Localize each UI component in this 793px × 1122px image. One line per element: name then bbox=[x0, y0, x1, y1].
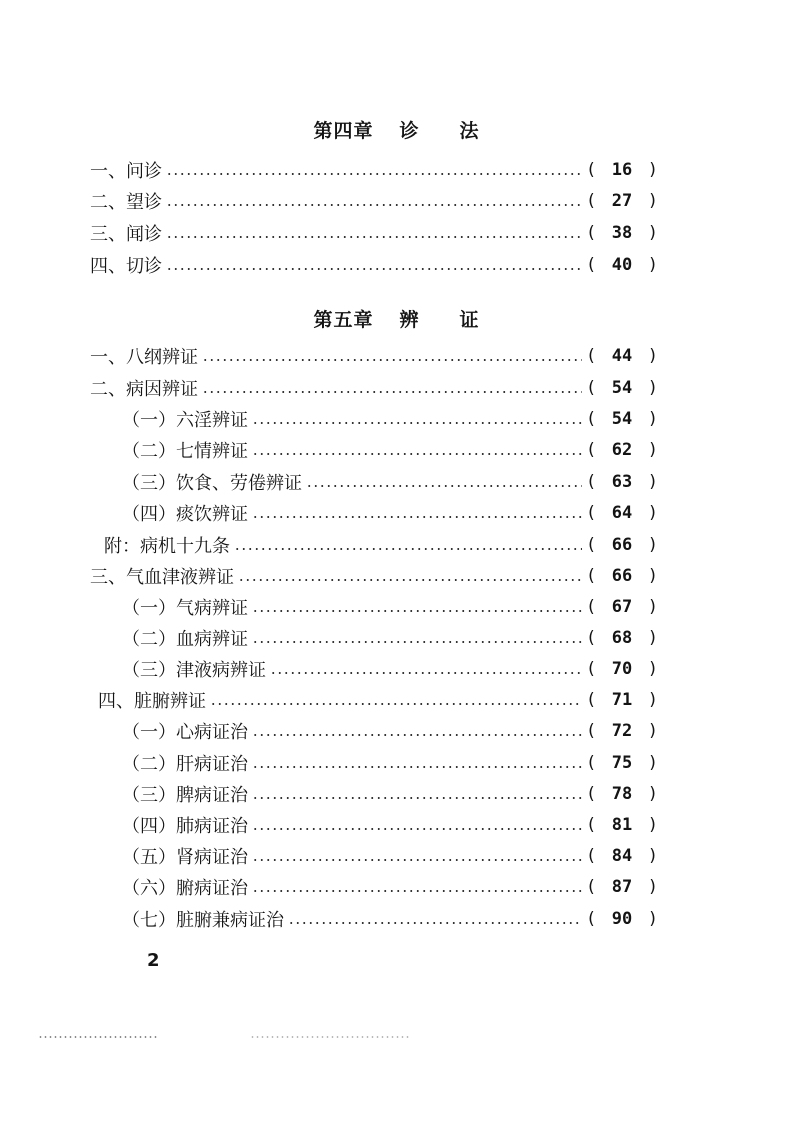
page-ref: ( 16 ) bbox=[586, 160, 658, 180]
toc-entry[interactable] bbox=[122, 623, 658, 653]
page-number: 54 bbox=[611, 409, 633, 429]
chapter-4-title-a: 诊 bbox=[399, 120, 420, 142]
dot-leader bbox=[166, 268, 582, 270]
page-number: 67 bbox=[611, 597, 633, 617]
dot-leader bbox=[234, 548, 582, 550]
dot-leader bbox=[238, 579, 582, 581]
dot-leader bbox=[306, 485, 582, 487]
page-number: 72 bbox=[611, 721, 633, 741]
page-number: 68 bbox=[611, 628, 633, 648]
chapter-4-label: 第四章 bbox=[313, 120, 374, 142]
page-ref: ( 84 ) bbox=[586, 846, 658, 866]
toc-entry[interactable] bbox=[90, 250, 658, 280]
toc-entry[interactable] bbox=[98, 685, 658, 715]
page-number: 81 bbox=[611, 815, 633, 835]
toc-entry-title: 附：病机十九条 bbox=[104, 536, 230, 557]
toc-entry[interactable] bbox=[122, 498, 658, 528]
toc-entry-title: 三、闻诊 bbox=[90, 224, 162, 245]
dot-leader bbox=[252, 453, 582, 455]
toc-entry-title: （七）脏腑兼病证治 bbox=[122, 910, 284, 931]
dot-leader bbox=[288, 922, 582, 924]
toc-entry[interactable] bbox=[122, 592, 658, 622]
page-number-footer: 2 bbox=[147, 950, 160, 971]
toc-entry-title: （一）心病证治 bbox=[122, 722, 248, 743]
toc-entry-title: （二）肝病证治 bbox=[122, 754, 248, 775]
page-ref: ( 81 ) bbox=[586, 815, 658, 835]
toc-entry[interactable] bbox=[122, 841, 658, 871]
toc-entry[interactable] bbox=[90, 155, 658, 185]
toc-entry-title: （二）血病辨证 bbox=[122, 629, 248, 650]
chapter-4-heading bbox=[0, 116, 793, 143]
dot-leader bbox=[252, 516, 582, 518]
page-number: 54 bbox=[611, 378, 633, 398]
toc-entry-title: （四）肺病证治 bbox=[122, 816, 248, 837]
page-ref: ( 72 ) bbox=[586, 721, 658, 741]
toc-entry-title: 四、切诊 bbox=[90, 256, 162, 277]
page-ref: ( 68 ) bbox=[586, 628, 658, 648]
toc-entry[interactable] bbox=[122, 435, 658, 465]
page-number: 66 bbox=[611, 566, 633, 586]
scan-artifact bbox=[250, 1036, 410, 1038]
toc-entry-title: （四）痰饮辨证 bbox=[122, 504, 248, 525]
toc-entry-title: （二）七情辨证 bbox=[122, 441, 248, 462]
page-ref: ( 87 ) bbox=[586, 877, 658, 897]
page-number: 38 bbox=[611, 223, 633, 243]
toc-entry[interactable] bbox=[90, 373, 658, 403]
dot-leader bbox=[252, 422, 582, 424]
page-number: 64 bbox=[611, 503, 633, 523]
page-number: 78 bbox=[611, 784, 633, 804]
toc-entry[interactable] bbox=[122, 872, 658, 902]
page-ref: ( 71 ) bbox=[586, 690, 658, 710]
toc-entry[interactable] bbox=[90, 341, 658, 371]
page-number: 63 bbox=[611, 472, 633, 492]
toc-entry-title: （一）气病辨证 bbox=[122, 598, 248, 619]
toc-entry-title: （一）六淫辨证 bbox=[122, 410, 248, 431]
page-ref: ( 78 ) bbox=[586, 784, 658, 804]
toc-entry[interactable] bbox=[122, 654, 658, 684]
page-ref: ( 44 ) bbox=[586, 346, 658, 366]
toc-entry[interactable] bbox=[90, 186, 658, 216]
page-number: 16 bbox=[611, 160, 633, 180]
toc-entry[interactable] bbox=[122, 748, 658, 778]
toc-entry[interactable] bbox=[122, 810, 658, 840]
toc-entry[interactable] bbox=[122, 904, 658, 934]
page-number: 71 bbox=[611, 690, 633, 710]
dot-leader bbox=[252, 890, 582, 892]
dot-leader bbox=[166, 173, 582, 175]
page-ref: ( 54 ) bbox=[586, 378, 658, 398]
page-ref: ( 67 ) bbox=[586, 597, 658, 617]
toc-entry[interactable] bbox=[90, 561, 658, 591]
page-ref: ( 63 ) bbox=[586, 472, 658, 492]
toc-entry[interactable] bbox=[122, 779, 658, 809]
page-number: 40 bbox=[611, 255, 633, 275]
dot-leader bbox=[252, 828, 582, 830]
page-number: 75 bbox=[611, 753, 633, 773]
page-ref: ( 90 ) bbox=[586, 909, 658, 929]
page-ref: ( 38 ) bbox=[586, 223, 658, 243]
dot-leader bbox=[252, 734, 582, 736]
toc-entry-title: （三）脾病证治 bbox=[122, 785, 248, 806]
dot-leader bbox=[166, 204, 582, 206]
page-ref: ( 64 ) bbox=[586, 503, 658, 523]
toc-entry-title: 二、望诊 bbox=[90, 192, 162, 213]
dot-leader bbox=[252, 859, 582, 861]
page-number: 66 bbox=[611, 535, 633, 555]
scan-artifact bbox=[38, 1036, 158, 1038]
chapter-4-title-b: 法 bbox=[459, 120, 480, 142]
page-number: 70 bbox=[611, 659, 633, 679]
page-ref: ( 54 ) bbox=[586, 409, 658, 429]
chapter-5-heading bbox=[0, 305, 793, 332]
page-number: 27 bbox=[611, 191, 633, 211]
page-number: 87 bbox=[611, 877, 633, 897]
toc-entry-title: 二、病因辨证 bbox=[90, 379, 198, 400]
toc-entry[interactable] bbox=[122, 716, 658, 746]
dot-leader bbox=[252, 610, 582, 612]
page-ref: ( 27 ) bbox=[586, 191, 658, 211]
toc-entry-title: （五）肾病证治 bbox=[122, 847, 248, 868]
dot-leader bbox=[202, 391, 582, 393]
page-ref: ( 66 ) bbox=[586, 535, 658, 555]
page-number: 84 bbox=[611, 846, 633, 866]
chapter-5-title-a: 辨 bbox=[399, 309, 420, 331]
page-number: 62 bbox=[611, 440, 633, 460]
page-number: 44 bbox=[611, 346, 633, 366]
toc-entry-title: 四、脏腑辨证 bbox=[98, 691, 206, 712]
toc-entry-title: 一、问诊 bbox=[90, 161, 162, 182]
toc-entry-title: 一、八纲辨证 bbox=[90, 347, 198, 368]
page-ref: ( 70 ) bbox=[586, 659, 658, 679]
page-ref: ( 62 ) bbox=[586, 440, 658, 460]
toc-entry-title: （三）津液病辨证 bbox=[122, 660, 266, 681]
toc-entry-title: 三、气血津液辨证 bbox=[90, 567, 234, 588]
dot-leader bbox=[252, 797, 582, 799]
toc-entry[interactable] bbox=[122, 467, 658, 497]
dot-leader bbox=[252, 766, 582, 768]
toc-entry[interactable] bbox=[90, 218, 658, 248]
page-ref: ( 75 ) bbox=[586, 753, 658, 773]
chapter-5-label: 第五章 bbox=[313, 309, 374, 331]
toc-entry-title: （六）腑病证治 bbox=[122, 878, 248, 899]
toc-entry[interactable] bbox=[104, 530, 658, 560]
dot-leader bbox=[210, 703, 582, 705]
toc-entry[interactable] bbox=[122, 404, 658, 434]
dot-leader bbox=[166, 236, 582, 238]
dot-leader bbox=[270, 672, 582, 674]
page-ref: ( 40 ) bbox=[586, 255, 658, 275]
dot-leader bbox=[202, 359, 582, 361]
toc-entry-title: （三）饮食、劳倦辨证 bbox=[122, 473, 302, 494]
chapter-5-title-b: 证 bbox=[459, 309, 480, 331]
dot-leader bbox=[252, 641, 582, 643]
page-ref: ( 66 ) bbox=[586, 566, 658, 586]
page-number: 90 bbox=[611, 909, 633, 929]
